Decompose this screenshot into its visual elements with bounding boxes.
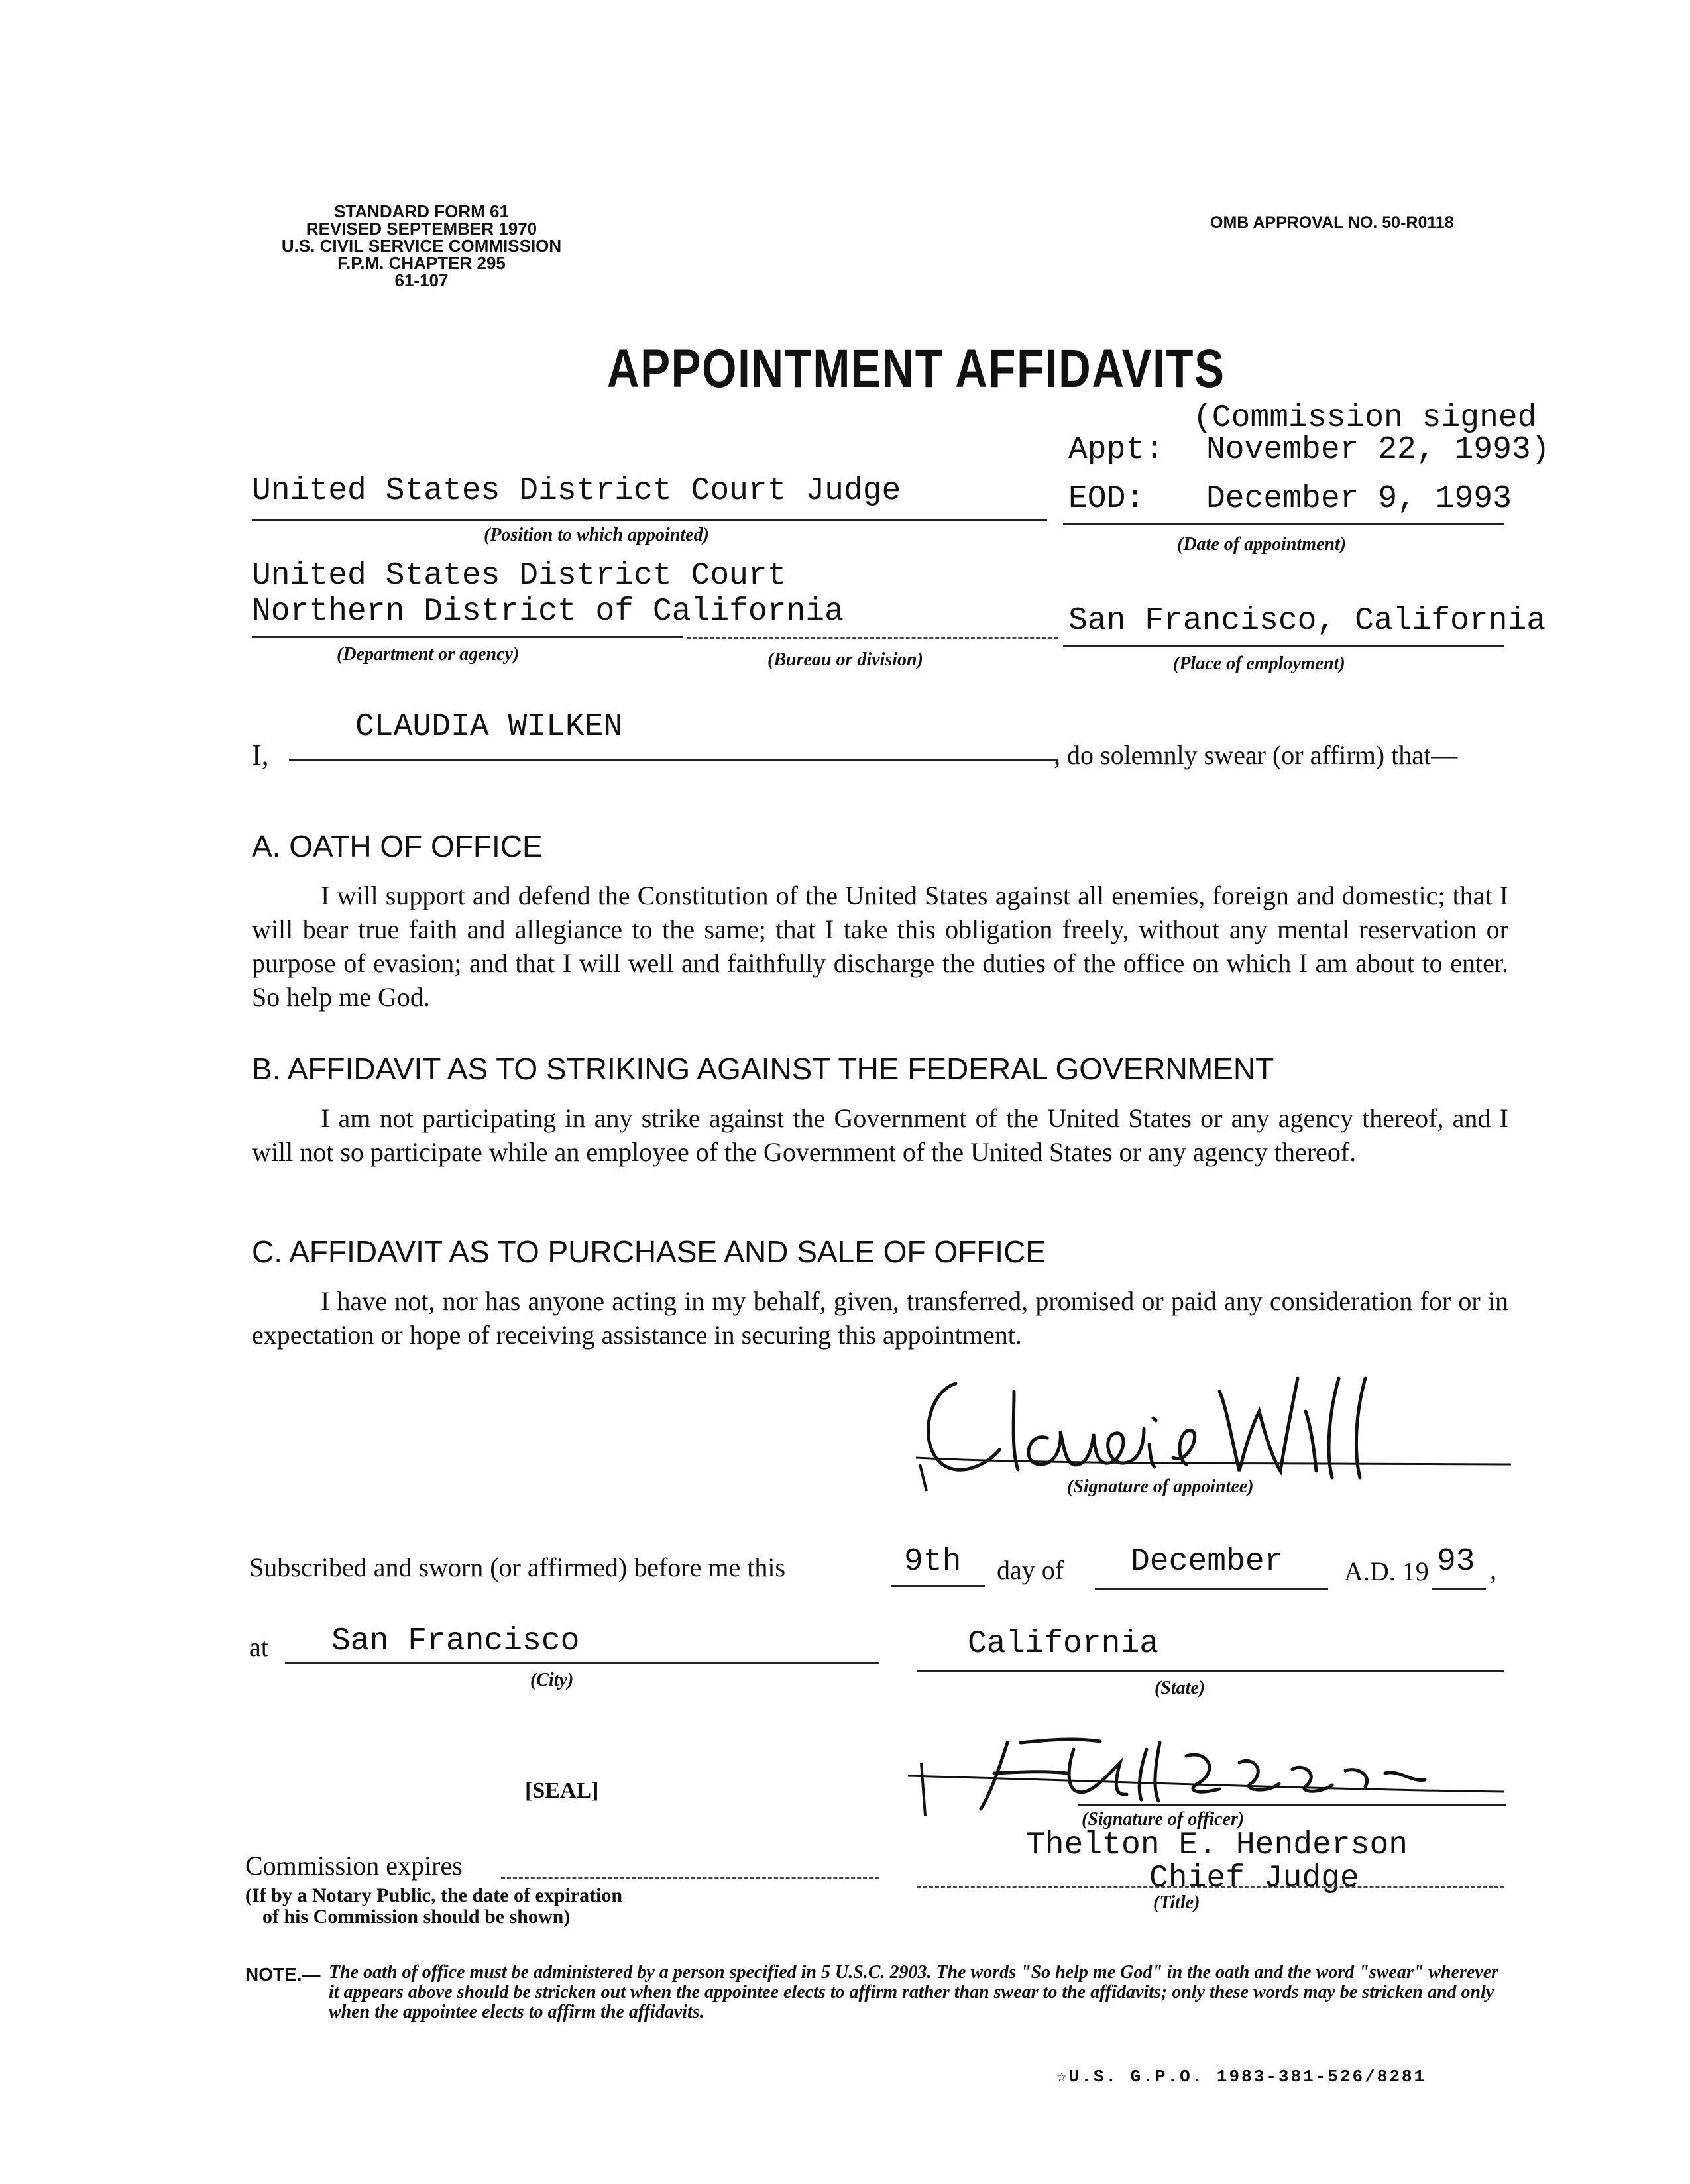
state-caption: (State) <box>1155 1678 1206 1698</box>
omb-approval: OMB APPROVAL NO. 50-R0118 <box>1210 213 1454 232</box>
officer-signature-image <box>908 1723 1504 1822</box>
appt-label: Appt: <box>1068 432 1164 468</box>
eod-label: EOD: <box>1068 481 1145 517</box>
form-number: STANDARD FORM 61 <box>334 201 509 221</box>
bureau-line <box>687 637 1058 639</box>
day-line <box>891 1585 985 1587</box>
seal-label: [SEAL] <box>525 1778 599 1803</box>
appointee-name: CLAUDIA WILKEN <box>355 709 623 745</box>
position-value: United States District Court Judge <box>252 473 901 509</box>
commission-expires-label: Commission expires <box>245 1851 463 1881</box>
eod-date: December 9, 1993 <box>1206 481 1512 517</box>
position-line <box>252 519 1047 521</box>
commission-expires-line <box>501 1877 879 1879</box>
gpo-imprint: ☆U.S. G.P.O. 1983-381-526/8281 <box>1056 2067 1427 2087</box>
title-line <box>917 1886 1504 1888</box>
title-caption: (Title) <box>1153 1892 1200 1913</box>
place-line <box>1063 645 1504 647</box>
state-value: California <box>968 1626 1159 1662</box>
department-line-1: United States District Court <box>252 558 787 594</box>
form-agency: U.S. CIVIL SERVICE COMMISSION <box>281 236 562 256</box>
date-caption: (Date of appointment) <box>1177 534 1347 555</box>
department-caption: (Department or agency) <box>337 644 520 665</box>
place-caption: (Place of employment) <box>1173 653 1345 674</box>
section-a-text: I will support and defend the Constitution of the United States against all enemies, foreign and domestic; that I will bear true faith and allegiance to the same; that I take this obligation freely, without any mental reservation or purpose of evasion; and that I will well and faithfully discharge the duties of the office on which I am about to enter. So help me God. <box>252 881 1508 1012</box>
note-label: NOTE.— <box>245 1964 321 1985</box>
officer-title: Chief Judge <box>1149 1861 1359 1896</box>
section-b-text: I am not participating in any strike against the Government of the United States or any agency thereof, and I will not so participate while an employee of the Government of the United States or any agency thereof. <box>252 1103 1508 1167</box>
city-value: San Francisco <box>331 1623 580 1659</box>
form-revision: REVISED SEPTEMBER 1970 <box>306 219 537 239</box>
subscribed-month: December <box>1131 1544 1284 1580</box>
day-of-text: day of <box>997 1555 1064 1585</box>
section-b-heading: B. AFFIDAVIT AS TO STRIKING AGAINST THE FEDERAL GOVERNMENT <box>252 1052 1274 1086</box>
swear-prefix: I, <box>252 739 269 771</box>
subscribed-year: 93 <box>1437 1544 1475 1580</box>
at-label: at <box>249 1632 268 1662</box>
commission-note-line-2: of his Commission should be shown) <box>262 1906 571 1928</box>
state-line <box>917 1670 1504 1672</box>
note-text: The oath of office must be administered by a person specified in 5 U.S.C. 2903. The words "So help me God" in the oath and the word "swear" wherever it appears above should be stricken out when the appointee elects to affirm rather than swear to the affidavits; only these words may be stricken and only when the appointee elects to affirm the affidavits. <box>329 1962 1499 2022</box>
appointee-signature-caption: (Signature of appointee) <box>1067 1476 1254 1497</box>
subscribed-text: Subscribed and sworn (or affirmed) before me this <box>249 1553 786 1582</box>
appt-date: November 22, 1993) <box>1206 432 1550 468</box>
department-line <box>252 636 683 638</box>
section-c-heading: C. AFFIDAVIT AS TO PURCHASE AND SALE OF OFFICE <box>252 1234 1046 1269</box>
form-chapter: F.P.M. CHAPTER 295 <box>337 253 506 273</box>
position-caption: (Position to which appointed) <box>484 525 709 545</box>
year-line <box>1432 1588 1486 1590</box>
department-line-2: Northern District of California <box>252 594 844 629</box>
bureau-caption: (Bureau or division) <box>767 649 923 670</box>
city-caption: (City) <box>530 1670 574 1690</box>
city-line <box>285 1662 879 1664</box>
officer-signature-caption: (Signature of officer) <box>1082 1809 1245 1829</box>
page-title: APPOINTMENT AFFIDAVITS <box>607 339 1225 399</box>
commission-note-line-1: (If by a Notary Public, the date of expiration <box>245 1884 623 1906</box>
section-c-text: I have not, nor has anyone acting in my behalf, given, transferred, promised or paid any consideration for or in expectation or hope of receiving assistance in securing this appointment. <box>252 1286 1508 1350</box>
month-line <box>1095 1588 1328 1590</box>
officer-signature-line <box>1078 1804 1506 1806</box>
name-line <box>289 759 1058 761</box>
commission-note: (Commission signed <box>1193 400 1537 436</box>
ad-text: A.D. 19 <box>1344 1556 1429 1586</box>
form-identification <box>236 203 607 289</box>
section-a-heading: A. OATH OF OFFICE <box>252 829 543 863</box>
officer-name: Thelton E. Henderson <box>1026 1828 1408 1863</box>
swear-suffix: , do solemnly swear (or affirm) that— <box>1054 740 1458 770</box>
date-line <box>1063 523 1504 525</box>
subscribed-day: 9th <box>904 1544 962 1580</box>
place-value: San Francisco, California <box>1068 603 1546 639</box>
subscribed-comma: , <box>1490 1555 1496 1585</box>
form-code: 61-107 <box>394 270 449 290</box>
